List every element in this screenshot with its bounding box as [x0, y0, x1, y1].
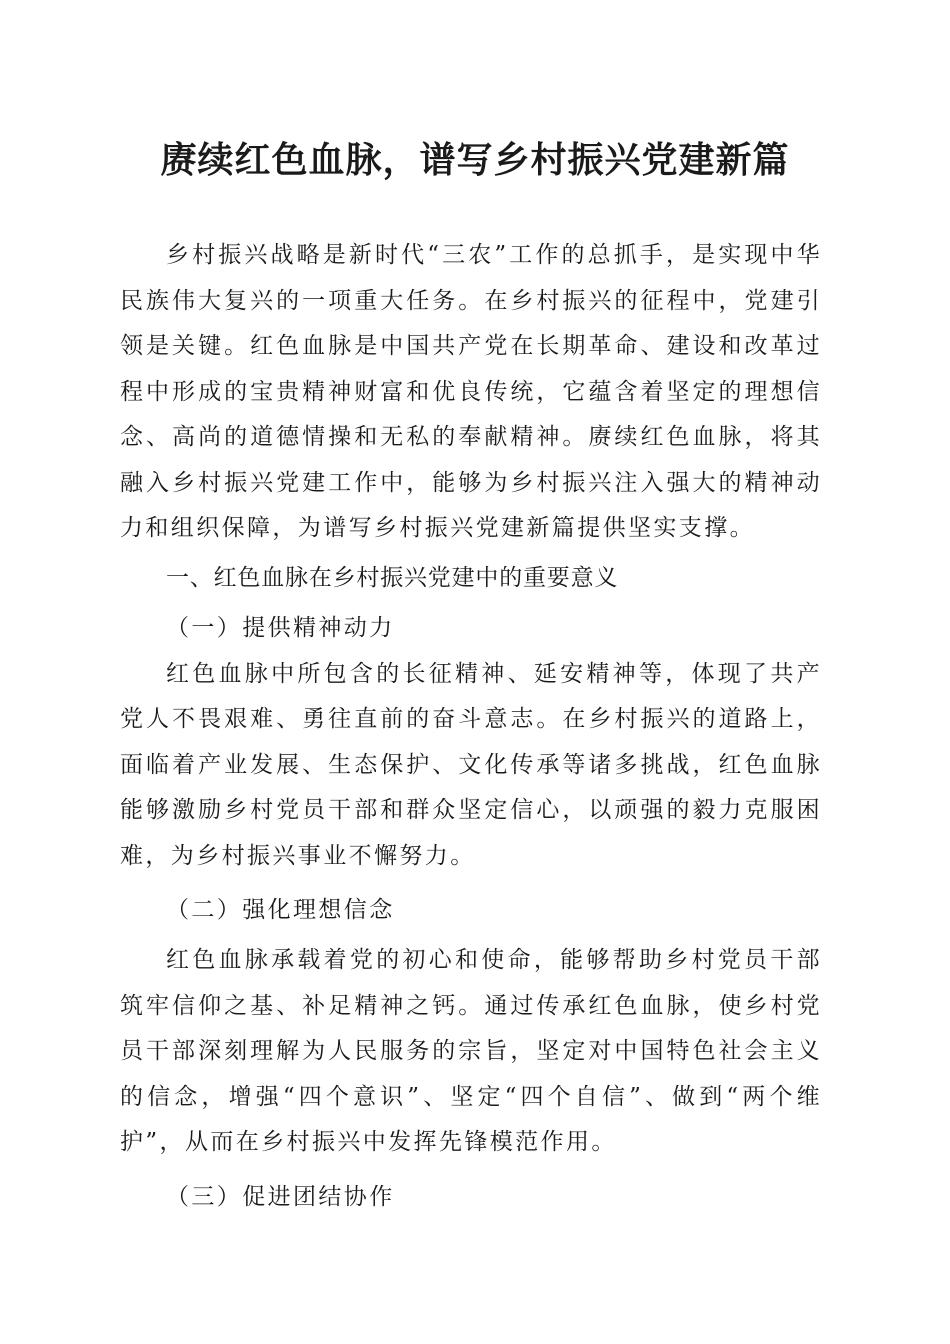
subsection-3-heading: （三）促进团结协作 — [166, 1183, 395, 1210]
subsection-2-heading: （二）强化理想信念 — [166, 897, 395, 923]
subsection-2-paragraph: 红色血脉承载着党的初心和使命，能够帮助乡村党员干部筑牢信仰之基、补足精神之钙。通过传承红色血脉，使乡村党员干部深刻理解为人民服务的宗旨，坚定对中国特色社会主义的信念，增强“四个意识”、坚定“四个自信”、做到“两个维护”，从而在乡村振兴中发挥先锋模范作用。 — [120, 947, 822, 1155]
subsection-1-paragraph: 红色血脉中所包含的长征精神、延安精神等，体现了共产党人不畏艰难、勇往直前的奋斗意志。在乡村振兴的道路上，面临着产业发展、生态保护、文化传承等诸多挑战，红色血脉能够激励乡村党员干部和群众坚定信心，以顽强的毅力克服困难，为乡村振兴事业不懈努力。 — [120, 660, 822, 869]
document-body — [120, 233, 822, 1225]
intro-paragraph: 乡村振兴战略是新时代“三农”工作的总抓手，是实现中华民族伟大复兴的一项重大任务。在乡村振兴的征程中，党建引领是关键。红色血脉是中国共产党在长期革命、建设和改革过程中形成的宝贵精神财富和优良传统，它蕴含着坚定的理想信念、高尚的道德情操和无私的奉献精神。赓续红色血脉，将其融入乡村振兴党建工作中，能够为乡村振兴注入强大的精神动力和组织保障，为谱写乡村振兴党建新篇提供坚实支撑。 — [120, 242, 822, 541]
section-1-heading: 一、红色血脉在乡村振兴党建中的重要意义 — [166, 564, 619, 591]
subsection-1-heading: （一）提供精神动力 — [166, 614, 395, 641]
document-title: 赓续红色血脉，谱写乡村振兴党建新篇 — [160, 139, 790, 181]
